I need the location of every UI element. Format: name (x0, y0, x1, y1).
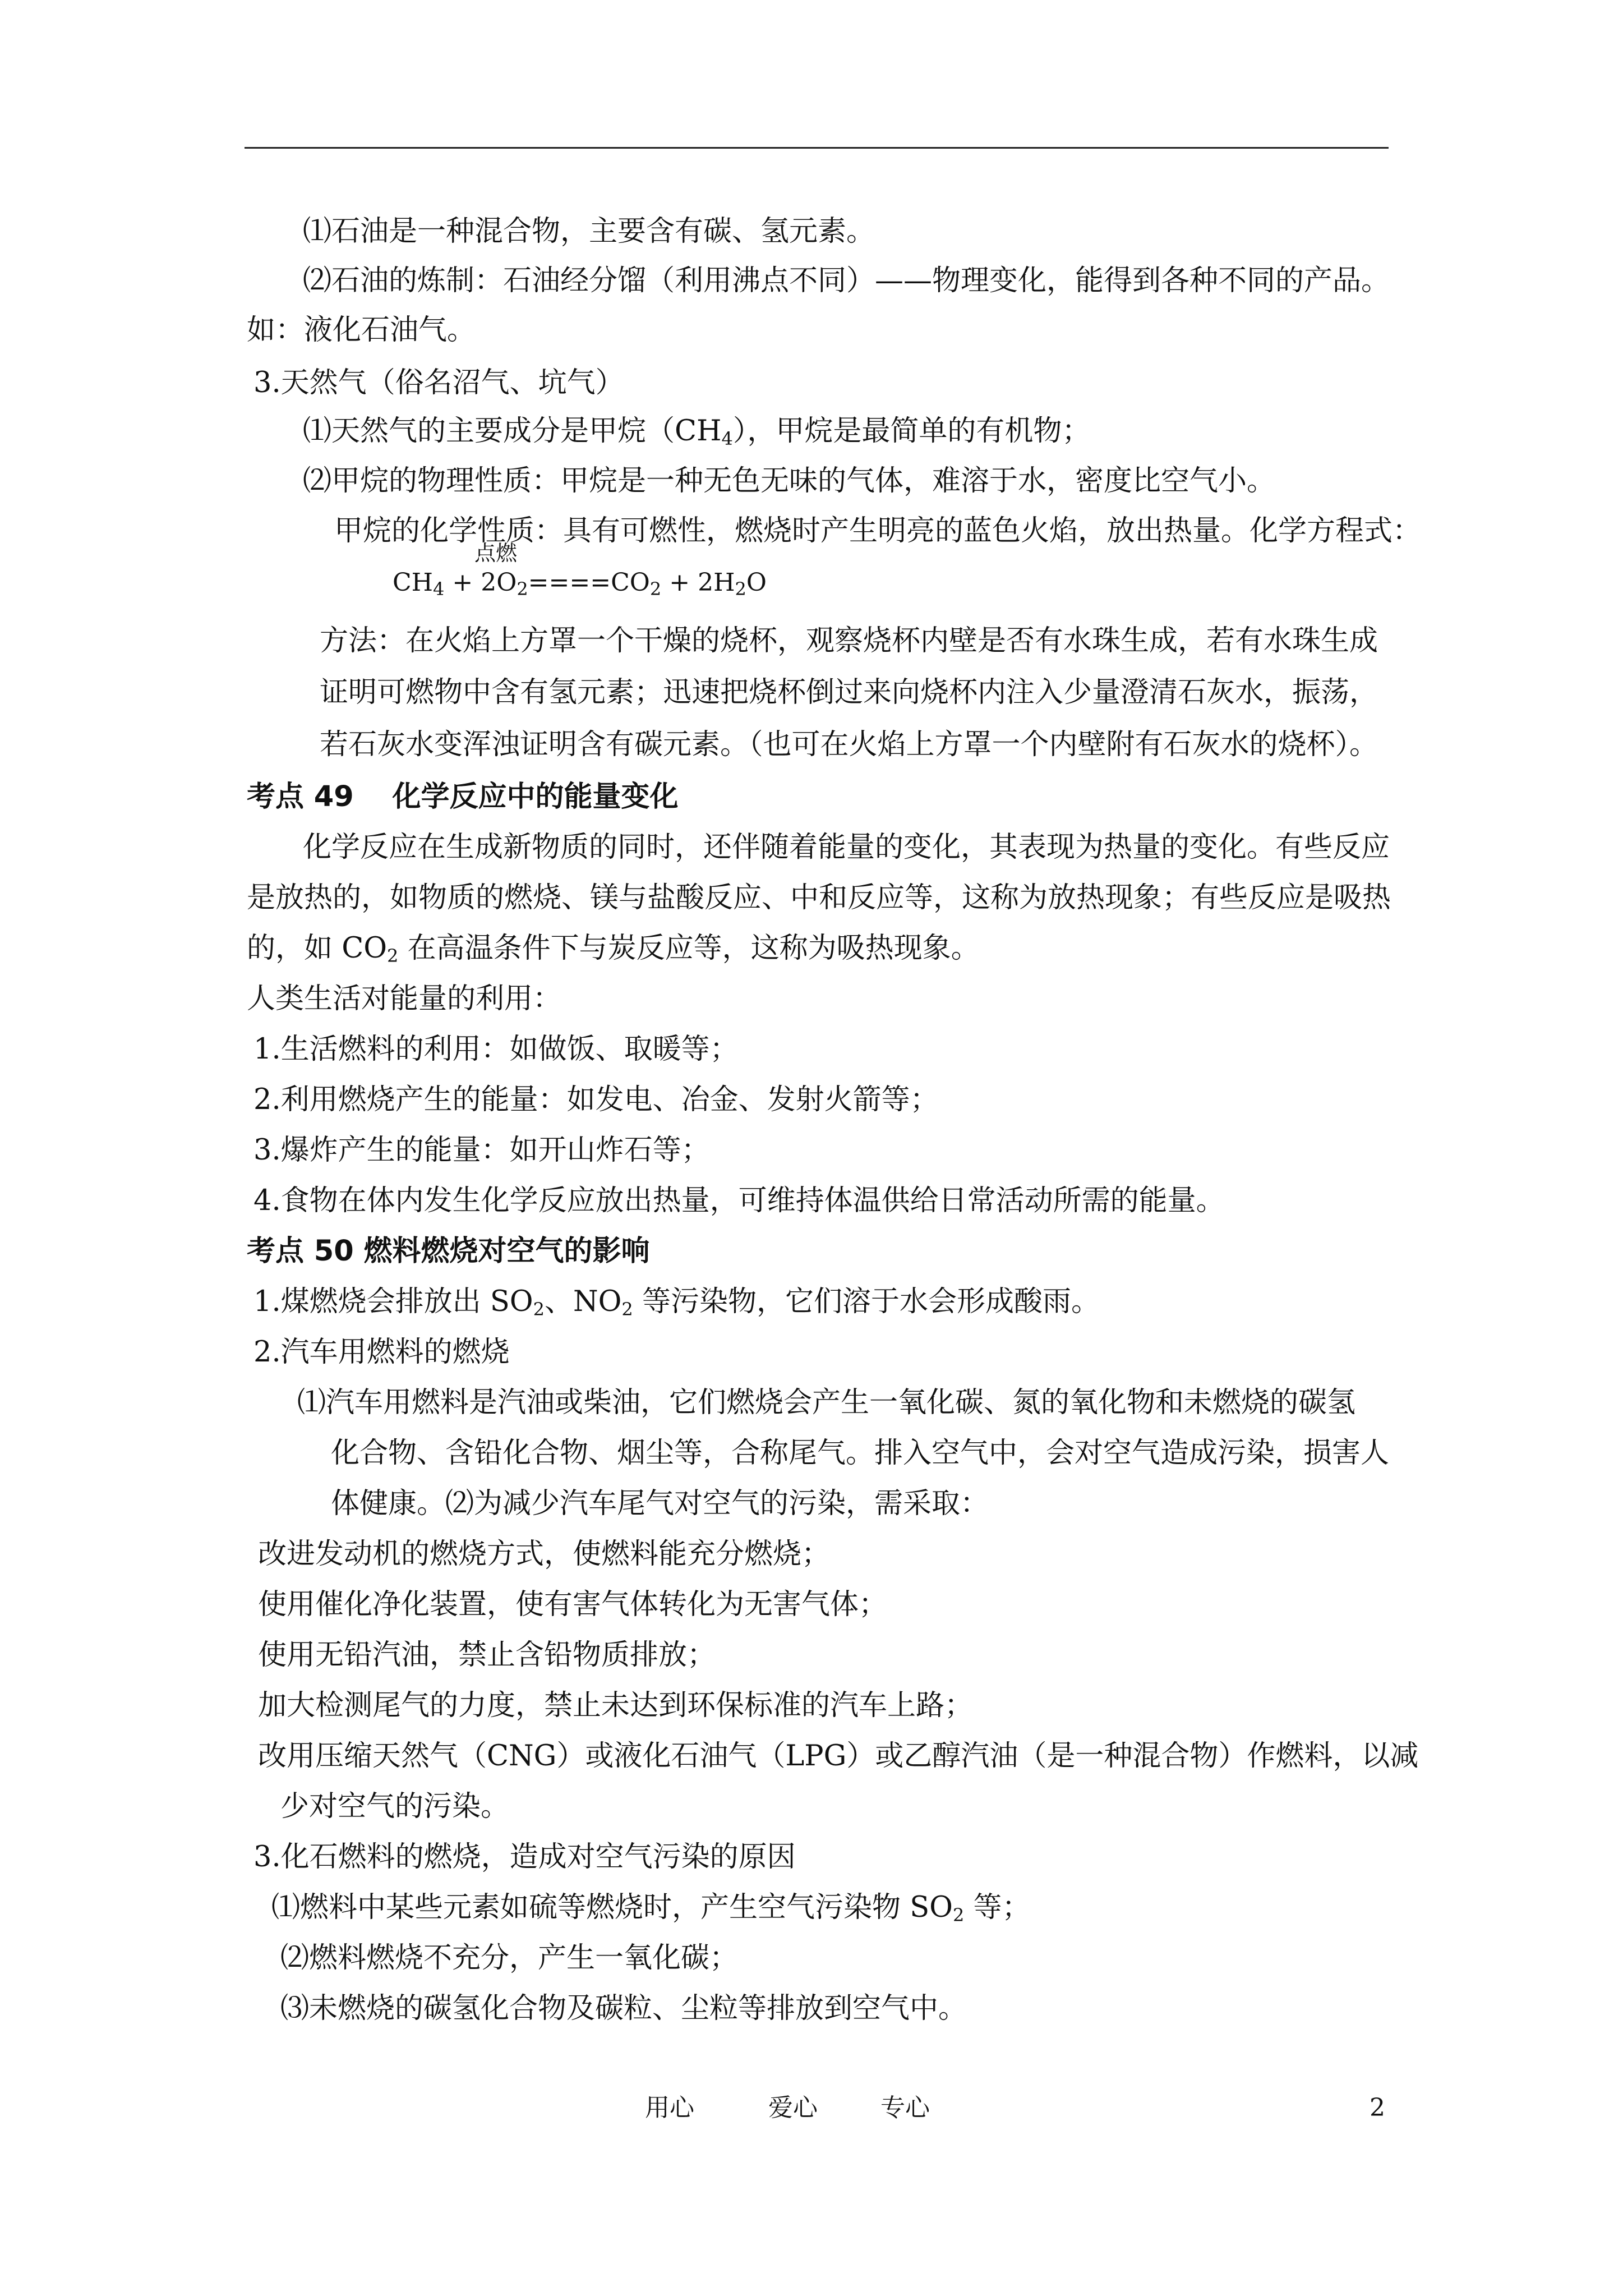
text-line: 化合物、含铅化合物、烟尘等，合称尾气。排入空气中，会对空气造成污染，损害人 (331, 1437, 1390, 1470)
section-heading: 3.天然气（俗名沼气、坑气） (253, 366, 624, 399)
list-item: 3.爆炸产生的能量：如开山炸石等； (253, 1134, 710, 1167)
list-item: 改进发动机的燃烧方式，使燃料能充分燃烧； (258, 1538, 831, 1571)
list-item: 2.利用燃烧产生的能量：如发电、冶金、发射火箭等； (253, 1083, 939, 1116)
list-item: 加大检测尾气的力度，禁止未达到环保标准的汽车上路； (258, 1689, 974, 1722)
text-line: ⑵甲烷的物理性质：甲烷是一种无色无味的气体，难溶于水，密度比空气小。 (303, 464, 1276, 498)
text-line: 证明可燃物中含有氢元素；迅速把烧杯倒过来向烧杯内注入少量澄清石灰水，振荡， (320, 676, 1378, 709)
header-rule (245, 147, 1389, 149)
footer-motto-3: 专心 (880, 2093, 930, 2122)
list-item: 2.汽车用燃料的燃烧 (253, 1336, 510, 1369)
text-line: 是放热的，如物质的燃烧、镁与盐酸反应、中和反应等，这称为放热现象；有些反应是吸热 (247, 881, 1391, 914)
footer-motto-1: 用心 (645, 2093, 694, 2122)
text-line: 少对空气的污染。 (280, 1790, 510, 1823)
list-item: ⑴燃料中某些元素如硫等燃烧时，产生空气污染物 $SO_2$ 等； (271, 1891, 1031, 1926)
list-item: 1.煤燃烧会排放出 $SO_2$、$NO_2$ 等污染物，它们溶于水会形成酸雨。 (253, 1285, 1100, 1320)
list-item: ⑵燃料燃烧不充分，产生一氧化碳； (280, 1941, 739, 1975)
list-item: 使用催化净化装置，使有害气体转化为无害气体； (258, 1588, 888, 1621)
text-line: 人类生活对能量的利用： (247, 982, 562, 1015)
text-line: 方法：在火焰上方罩一个干燥的烧杯，观察烧杯内壁是否有水珠生成，若有水珠生成 (320, 624, 1378, 657)
equation-condition: 点燃 (474, 541, 518, 565)
page-number: 2 (1370, 2093, 1385, 2122)
list-item: 改用压缩天然气（CNG）或液化石油气（LPG）或乙醇汽油（是一种混合物）作燃料，以减 (258, 1740, 1419, 1773)
list-item: 1.生活燃料的利用：如做饭、取暖等； (253, 1033, 739, 1066)
topic-heading-49: 考点 49 化学反应中的能量变化 (247, 780, 679, 813)
list-item: 4.食物在体内发生化学反应放出热量，可维持体温供给日常活动所需的能量。 (253, 1184, 1225, 1217)
text-line: 甲烷的化学性质：具有可燃性，燃烧时产生明亮的蓝色火焰，放出热量。化学方程式： (334, 514, 1422, 547)
text-line: 如：液化石油气。 (247, 314, 476, 347)
text-line: 若石灰水变浑浊证明含有碳元素。（也可在火焰上方罩一个内壁附有石灰水的烧杯）。 (320, 728, 1378, 761)
text-line: ⑴天然气的主要成分是甲烷$(CH_4)$，甲烷是最简单的有机物； (303, 415, 1091, 449)
list-item: ⑶未燃烧的碳氢化合物及碳粒、尘粒等排放到空气中。 (280, 1992, 967, 2025)
text-line: 化学反应在生成新物质的同时，还伴随着能量的变化，其表现为热量的变化。有些反应 (303, 831, 1390, 864)
topic-heading-50: 考点 50 燃料燃烧对空气的影响 (247, 1235, 650, 1268)
text-line: ⑵石油的炼制：石油经分馏（利用沸点不同）——物理变化，能得到各种不同的产品。 (303, 264, 1390, 297)
list-item: 使用无铅汽油，禁止含铅物质排放； (258, 1639, 716, 1672)
footer-motto-2: 爱心 (768, 2093, 818, 2122)
text-line: 的，如 $CO_2$ 在高温条件下与炭反应等，这称为吸热现象。 (247, 932, 980, 967)
text-line: ⑴石油是一种混合物，主要含有碳、氢元素。 (303, 215, 875, 248)
list-item: 3.化石燃料的燃烧，造成对空气污染的原因 (253, 1841, 796, 1874)
chemical-equation: $CH_4 + 2O_2====CO_2 + 2H_2O$ (393, 568, 767, 600)
text-line: 体健康。⑵为减少汽车尾气对空气的污染，需采取： (331, 1487, 989, 1520)
text-line: ⑴汽车用燃料是汽油或柴油，它们燃烧会产生一氧化碳、氮的氧化物和未燃烧的碳氢 (297, 1386, 1356, 1419)
